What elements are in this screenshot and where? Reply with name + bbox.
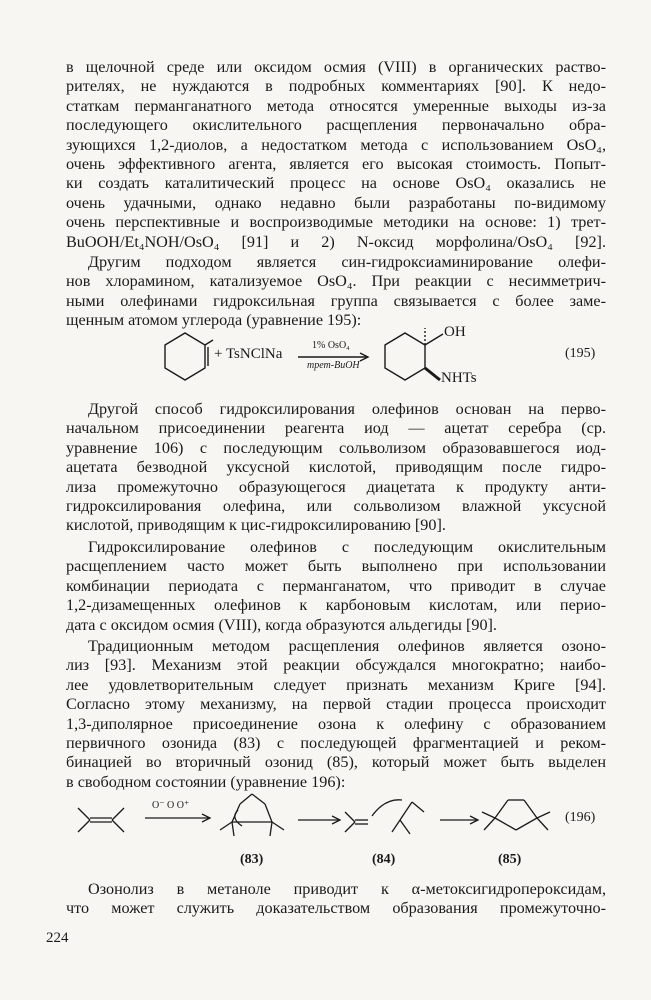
text-line: Традиционным методом расщепления олефинов является озоно-	[88, 637, 606, 655]
text-line: BuOOH/Et₄NOH/OsO₄ [91] и 2) N-оксид морфолина/OsO₄ [92].	[66, 232, 606, 251]
reaction-scheme-195	[0, 320, 651, 400]
text-line: очень удачными, однако недавно были разработаны по-видимому	[66, 193, 606, 212]
reaction-196-drawing	[0, 790, 651, 850]
ozone-label: O⁻ O O⁺	[152, 800, 190, 811]
text-line: гидроксилирования олефина, или сольволизом влажной уксусной	[66, 497, 606, 516]
equation-number-196: (196)	[565, 810, 596, 825]
text-line: в щелочной среде или оксидом осмия (VIII) в органических раство-	[66, 58, 606, 76]
text-line: бинацией во вторичный озонид (85), который может быть выделен	[66, 753, 606, 772]
text-line: Другой способ гидроксилирования олефинов основан на перво-	[88, 400, 606, 418]
paragraph-1	[66, 58, 606, 252]
text-line: рителях, не нуждаются в подробных комментариях [90]. К недо-	[66, 77, 606, 96]
oh-bond	[425, 334, 443, 345]
paragraph-4	[66, 538, 606, 635]
reaction-scheme-196	[0, 790, 651, 870]
text-line: 1,3-диполярное присоединение озона к олефину с образованием	[66, 714, 606, 733]
text-line: ными олефинами гидроксильная группа связывается с более заме-	[66, 291, 606, 310]
paragraph-6	[66, 880, 606, 919]
text-line: очень перспективные и воспроизводимые методики на основе: 1) трет-	[66, 213, 606, 232]
text-line: Гидроксилирование олефинов с последующим окислительным	[88, 538, 606, 556]
arrow-bottom-text: трет-BuOH	[307, 360, 360, 371]
compound-label-84: (84)	[372, 852, 396, 867]
compound-label-83: (83)	[240, 852, 264, 867]
text-line: щенным атомом углерода (уравнение 195):	[66, 311, 362, 330]
arrow-top-text: 1% OsO₄	[312, 340, 350, 351]
text-line: Другим подходом является син-гидроксиаминирование олефи-	[88, 253, 606, 271]
text-line: кислотой, приводящим к цис-гидроксилированию [90].	[66, 516, 446, 535]
nhts-label: NHTs	[441, 370, 477, 386]
text-line: ки создать каталитический процесс на основе OsO₄ оказались не	[66, 174, 606, 193]
text-line: в свободном состоянии (уравнение 196):	[66, 772, 346, 791]
methyl-bond	[205, 340, 213, 345]
paragraph-5	[66, 637, 606, 792]
cyclohexene-ring	[165, 333, 205, 380]
text-line: лиза промежуточно образующегося диацетата к продукту анти-	[66, 477, 606, 496]
text-line: что может служить доказательством образования промежуточно-	[66, 899, 606, 918]
nhts-wedge	[425, 368, 440, 380]
paragraph-2	[66, 253, 606, 331]
reagent-text: + TsNClNa	[214, 346, 283, 362]
text-line: зующихся 1,2-диолов, а недостатком метода с использованием OsO₄,	[66, 135, 606, 154]
text-line: первичного озонида (83) с последующей фрагментацией и реком-	[66, 734, 606, 753]
oh-label: OH	[444, 324, 466, 340]
text-line: уравнение 106) с последующим сольволизом образовавшегося иод-	[66, 438, 606, 457]
text-line: начальном присоединении реагента иод — ацетат серебра (ср.	[66, 419, 606, 438]
text-line: ацетата безводной уксусной кислотой, приводящим после гидро-	[66, 458, 606, 477]
text-line: очень эффективного агента, является его высокая стоимость. Попыт-	[66, 155, 606, 174]
text-line: лиз [93]. Механизм этой реакции обсуждался многократно; наибо-	[66, 656, 606, 675]
compound-label-85: (85)	[498, 852, 522, 867]
text-line: последующего окислительного расщепления первоначально обра-	[66, 116, 606, 135]
text-line: комбинации периодата с перманганатом, что приводит в случае	[66, 576, 606, 595]
text-line: 1,2-дизамещенных олефинов к карбоновым кислотам, или перио-	[66, 596, 606, 615]
text-line: нов хлорамином, катализуемое OsO₄. При реакции с несимметрич-	[66, 272, 606, 291]
text-line: статкам перманганатного метода относятся умеренные выходы из-за	[66, 96, 606, 115]
cyclohexane-ring	[385, 333, 425, 380]
text-line: Озонолиз в метаноле приводит к α-метоксигидропероксидам,	[88, 880, 606, 898]
paragraph-3	[66, 400, 606, 536]
text-line: дата с оксидом осмия (VIII), когда образуются альдегиды [90].	[66, 615, 497, 634]
text-line: расщеплением часто может быть выполнено при использовании	[66, 557, 606, 576]
text-line: Согласно этому механизму, на первой стадии процесса происходит	[66, 695, 606, 714]
equation-number-195: (195)	[565, 346, 596, 361]
page-number: 224	[46, 930, 69, 946]
text-line: лее удовлетворительным следует признать механизм Криге [94].	[66, 675, 606, 694]
